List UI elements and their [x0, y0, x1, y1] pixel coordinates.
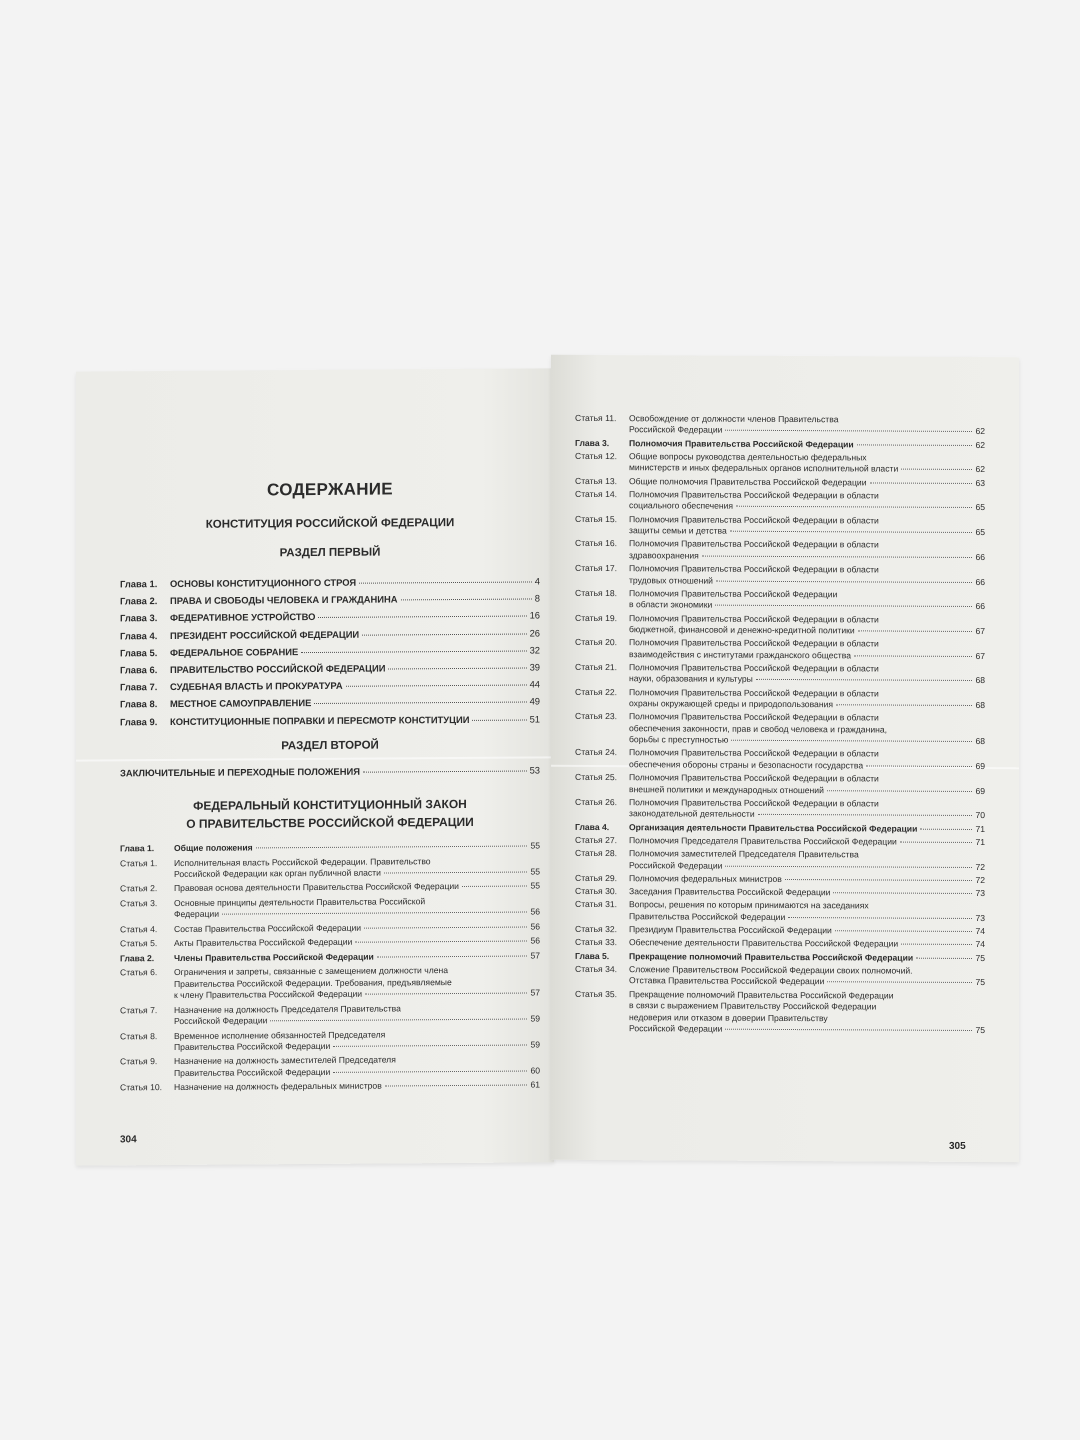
entry-text: Полномочия Правительства Российской Федерации в области — [629, 612, 879, 624]
page-ref: 62 — [975, 439, 985, 450]
entry-label: Статья 10. — [120, 1082, 163, 1093]
chapter-label: Глава 3. — [120, 612, 158, 624]
dot-leader — [756, 679, 973, 681]
entry-text: Полномочия Правительства Российской Федерации в области — [629, 563, 879, 575]
dot-leader — [318, 616, 526, 618]
page-ref: 8 — [534, 592, 540, 604]
entry-label: Статья 19. — [575, 612, 618, 623]
entry-text: Президиум Правительства Российской Федерации — [629, 924, 832, 936]
dot-leader — [359, 581, 532, 583]
page-ref: 32 — [529, 644, 540, 656]
section-two-title: РАЗДЕЛ ВТОРОЙ — [281, 739, 379, 753]
page-ref: 62 — [975, 426, 985, 437]
page-ref: 53 — [529, 764, 540, 776]
entry-text: здравоохранения — [629, 549, 699, 561]
dot-leader — [854, 655, 972, 657]
entry-label: Статья 22. — [575, 686, 618, 697]
entry-text: Полномочия Правительства Российской Федерации в области — [629, 489, 879, 501]
page-ref: 16 — [529, 609, 540, 621]
entry-text: Сложение Правительством Российской Федерации своих полномочий. — [629, 964, 913, 976]
article-entry — [575, 637, 985, 662]
page-ref: 69 — [975, 785, 985, 796]
article-entry — [575, 538, 985, 563]
entry-label: Статья 5. — [120, 938, 158, 949]
page-ref: 59 — [530, 1039, 540, 1050]
entry-label: Статья 25. — [575, 771, 618, 783]
page-ref: 56 — [530, 935, 540, 946]
dot-leader — [270, 1019, 527, 1022]
page-ref: 66 — [975, 601, 985, 612]
dot-leader — [314, 702, 526, 704]
entry-text: Организация деятельности Правительства Российской Федерации — [629, 821, 918, 834]
entry-text: Российской Федерации — [629, 424, 723, 436]
dot-leader — [301, 650, 526, 653]
chapter-entry — [120, 950, 540, 964]
entry-text: Российской Федерации — [629, 1023, 723, 1034]
entry-label: Статья 21. — [575, 661, 618, 673]
entry-label: Статья 31. — [575, 899, 618, 910]
entry-text: обеспечения законности, прав и свобод человека и гражданина, — [629, 722, 888, 735]
page-ref: 73 — [975, 912, 985, 923]
page-ref: 4 — [534, 575, 540, 587]
page-ref: 75 — [975, 952, 985, 963]
entry-text: охраны окружающей среды и природопользования — [629, 698, 834, 710]
entry-label: Статья 13. — [575, 475, 618, 486]
entry-text: Полномочия Правительства Российской Федерации в области — [629, 538, 879, 550]
page-number-left: 304 — [120, 1134, 137, 1146]
entry-text: Основные принципы деятельности Правительства Российской — [174, 896, 426, 908]
entry-label: Статья 35. — [575, 988, 618, 999]
chapter-label: Глава 6. — [120, 664, 158, 676]
entry-label: Глава 3. — [575, 437, 610, 448]
entry-text: Вопросы, решения по которым принимаются на заседаниях — [629, 899, 869, 911]
article-entry — [575, 848, 985, 873]
article-entry — [575, 747, 985, 772]
dot-leader — [916, 957, 972, 958]
page-ref: 75 — [975, 1024, 985, 1035]
chapter-row — [120, 696, 540, 715]
entry-text: взаимодействия с институтами гражданского общества — [629, 648, 851, 660]
page-ref: 56 — [530, 906, 540, 917]
entry-label: Статья 16. — [575, 538, 618, 549]
article-entry — [575, 612, 985, 637]
chapter-label: Глава 1. — [120, 578, 158, 590]
article-entry — [575, 772, 985, 797]
dot-leader — [900, 841, 973, 842]
page-ref: 49 — [529, 695, 540, 707]
entry-text: Общие вопросы руководства деятельностью федеральных — [629, 451, 867, 463]
dot-leader — [725, 1029, 972, 1031]
entry-text: Российской Федерации как орган публичной власти — [174, 867, 381, 879]
article-entry — [575, 686, 985, 711]
entry-text: Правительства Российской Федерации — [174, 1040, 331, 1052]
page-ref: 55 — [530, 866, 540, 877]
entry-label: Статья 14. — [575, 488, 618, 500]
article-entry — [575, 886, 985, 900]
entry-text: внешней политики и международных отношений — [629, 783, 824, 795]
chapter-label: Глава 5. — [120, 646, 158, 659]
left-page-content — [120, 368, 540, 1093]
entry-label: Статья 27. — [575, 834, 618, 845]
dot-leader — [866, 765, 972, 767]
page-ref: 39 — [529, 661, 540, 673]
dot-leader — [836, 704, 972, 706]
entry-text: борьбы с преступностью — [629, 734, 729, 745]
dot-leader — [333, 1070, 527, 1072]
entry-text: Акты Правительства Российской Федерации — [174, 937, 353, 949]
page-fold — [76, 756, 554, 761]
entry-text: Полномочия Правительства Российской Федерации в области — [629, 747, 879, 759]
dot-leader — [715, 605, 972, 607]
page-number-right: 305 — [949, 1140, 966, 1152]
entry-label: Статья 20. — [575, 637, 618, 648]
entry-text: Полномочия Правительства Российской Федерации в области — [629, 662, 879, 674]
chapter-row — [120, 575, 540, 594]
page-ref: 66 — [975, 551, 985, 562]
entry-text: защиты семьи и детства — [629, 525, 727, 536]
dot-leader — [362, 633, 526, 635]
chapter-label: Глава 2. — [120, 595, 158, 607]
dot-leader — [833, 892, 972, 894]
article-entry — [120, 936, 540, 950]
entry-text: Общие полномочия Правительства Российской Федерации — [629, 475, 867, 488]
chapter-row — [120, 661, 540, 680]
dot-leader — [730, 531, 973, 533]
page-ref: 44 — [529, 678, 540, 690]
page-ref: 56 — [530, 921, 540, 932]
entry-text: Полномочия Председателя Правительства Российской Федерации — [629, 834, 897, 847]
entry-label: Статья 23. — [575, 711, 618, 722]
page-ref: 74 — [975, 939, 985, 950]
dot-leader — [472, 719, 526, 720]
article-entry — [575, 899, 985, 924]
entry-label: Статья 9. — [120, 1056, 158, 1067]
entry-label: Статья 7. — [120, 1004, 158, 1015]
entry-text: Полномочия Правительства Российской Федерации — [629, 437, 854, 450]
chapter-title: ПРАВА И СВОБОДЫ ЧЕЛОВЕКА И ГРАЖДАНИНА — [170, 593, 398, 607]
entry-label: Статья 11. — [575, 412, 617, 424]
chapter-row — [120, 644, 540, 663]
entry-text: трудовых отношений — [629, 574, 713, 586]
law-title-line-1: ФЕДЕРАЛЬНЫЙ КОНСТИТУЦИОННЫЙ ЗАКОН — [193, 796, 467, 813]
entry-text: обеспечения обороны страны и безопасности государства — [629, 758, 864, 771]
dot-leader — [364, 926, 527, 928]
article-entry — [575, 711, 985, 747]
entry-text: недоверия или отказом в доверии Правительству — [629, 1011, 828, 1023]
page-ref: 71 — [975, 823, 985, 834]
article-entry — [575, 588, 985, 613]
chapter-title: КОНСТИТУЦИОННЫЕ ПОПРАВКИ И ПЕРЕСМОТР КОНСТИТУЦИИ — [170, 713, 470, 727]
entry-text: Назначение на должность заместителей Председателя — [174, 1054, 396, 1067]
page-ref: 55 — [530, 840, 540, 851]
article-entry — [575, 489, 985, 514]
page-ref: 65 — [975, 502, 985, 513]
entry-label: Глава 4. — [575, 821, 610, 832]
article-entry — [575, 797, 985, 822]
law-title-line-2: О ПРАВИТЕЛЬСТВЕ РОССИЙСКОЙ ФЕДЕРАЦИИ — [186, 814, 474, 831]
entry-text: министерств и иных федеральных органов исполнительной власти — [629, 462, 899, 474]
article-entry — [575, 873, 985, 887]
entry-text: Обеспечение деятельности Правительства Российской Федерации — [629, 937, 899, 949]
entry-text: Ограничения и запреты, связанные с замещением должности члена — [174, 965, 449, 978]
entry-text: Российской Федерации — [629, 859, 723, 871]
entry-label: Статья 1. — [120, 857, 158, 868]
dot-leader — [725, 865, 972, 867]
dot-leader — [870, 482, 973, 484]
entry-text: Полномочия Правительства Российской Федерации в области — [629, 796, 879, 809]
chapter-row — [120, 627, 540, 646]
dot-leader — [385, 1085, 528, 1087]
page-ref: 67 — [975, 650, 985, 661]
article-entry — [120, 1002, 540, 1028]
article-entry — [120, 965, 540, 1002]
entry-text: Общие положения — [174, 842, 253, 853]
entry-text: Полномочия Правительства Российской Федерации в области — [629, 711, 879, 723]
entry-text: Правительства Российской Федерации — [174, 1066, 331, 1078]
dot-leader — [785, 879, 973, 881]
chapter-title: ПРЕЗИДЕНТ РОССИЙСКОЙ ФЕДЕРАЦИИ — [170, 628, 360, 641]
dot-leader — [702, 555, 973, 557]
entry-label: Статья 8. — [120, 1030, 158, 1041]
chapter-title: ФЕДЕРАЛЬНОЕ СОБРАНИЕ — [170, 645, 299, 658]
constitution-title: КОНСТИТУЦИЯ РОССИЙСКОЙ ФЕДЕРАЦИИ — [205, 517, 455, 531]
article-entry — [575, 964, 985, 989]
chapter-label: Глава 8. — [120, 698, 158, 710]
chapter-title: МЕСТНОЕ САМОУПРАВЛЕНИЕ — [170, 697, 312, 710]
page-ref: 57 — [530, 950, 540, 961]
entry-label: Статья 26. — [575, 796, 618, 807]
entry-text: социального обеспечения — [629, 500, 734, 512]
entry-text: Назначение на должность федеральных министров — [174, 1080, 382, 1093]
page-ref: 72 — [975, 874, 985, 885]
dot-leader — [365, 993, 527, 995]
chapter-entry — [575, 438, 985, 452]
chapter-label: Глава 7. — [120, 681, 158, 693]
article-entry — [120, 921, 540, 935]
chapter-label: Глава 4. — [120, 629, 158, 641]
dot-leader — [901, 469, 972, 470]
article-entry — [575, 413, 985, 438]
entry-text: Освобождение от должности членов Правительства — [629, 413, 839, 425]
section-one-title: РАЗДЕЛ ПЕРВЫЙ — [279, 546, 381, 560]
chapter-title: ОСНОВЫ КОНСТИТУЦИОННОГО СТРОЯ — [170, 576, 357, 590]
chapter-title: СУДЕБНАЯ ВЛАСТЬ И ПРОКУРАТУРА — [170, 679, 343, 693]
entry-text: Федерации — [174, 908, 219, 920]
dot-leader — [901, 944, 972, 945]
dot-leader — [355, 941, 527, 943]
page-ref: 74 — [975, 926, 985, 937]
article-entry — [575, 937, 985, 951]
dot-leader — [256, 846, 528, 849]
entry-label: Статья 30. — [575, 885, 618, 897]
page-ref: 66 — [975, 576, 985, 587]
chapter-row — [120, 713, 540, 732]
chapter-entry — [575, 951, 985, 965]
final-provisions-row — [120, 764, 540, 783]
page-ref: 72 — [975, 861, 985, 872]
chapter-title: ФЕДЕРАТИВНОЕ УСТРОЙСТВО — [170, 611, 316, 624]
page-ref: 60 — [530, 1065, 540, 1076]
chapter-row — [120, 593, 540, 612]
page-ref: 59 — [530, 1013, 540, 1024]
dot-leader — [758, 814, 973, 816]
page-ref: 68 — [975, 699, 985, 711]
entry-label: Статья 24. — [575, 747, 618, 758]
page-ref: 73 — [975, 888, 985, 899]
entry-text: Отставка Правительства Российской Федерации — [629, 975, 825, 987]
chapter-row — [120, 679, 540, 698]
dot-leader — [725, 430, 972, 432]
entry-text: в области экономики — [629, 599, 713, 610]
article-entry — [120, 1054, 540, 1080]
entry-label: Статья 2. — [120, 883, 158, 894]
entry-text: Прекращение полномочий Правительства Российской Федерации — [629, 988, 894, 1001]
entry-text: Полномочия федеральных министров — [629, 872, 782, 884]
entry-text: Исполнительная власть Российской Федерации. Правительство — [174, 855, 431, 868]
entry-label: Статья 3. — [120, 897, 158, 909]
dot-leader — [827, 790, 973, 792]
dot-leader — [384, 871, 528, 873]
article-entry — [575, 563, 985, 588]
dot-leader — [716, 580, 973, 582]
dot-leader — [377, 955, 528, 957]
dot-leader — [736, 506, 972, 508]
chapter-title: ПРАВИТЕЛЬСТВО РОССИЙСКОЙ ФЕДЕРАЦИИ — [170, 662, 386, 676]
dot-leader — [462, 886, 527, 887]
article-entry — [120, 881, 540, 895]
left-page — [76, 368, 554, 1165]
dot-leader — [731, 740, 972, 742]
article-entry — [575, 451, 985, 476]
entry-text: Прекращение полномочий Правительства Российской Федерации — [629, 950, 914, 963]
entry-label: Глава 5. — [575, 950, 610, 961]
entry-label: Статья 28. — [575, 847, 618, 859]
chapter-label: Глава 9. — [120, 715, 158, 727]
entry-text: Правительства Российской Федерации. Требования, предъявляемые — [174, 976, 452, 989]
entry-label: Статья 4. — [120, 923, 158, 935]
page-ref: 55 — [530, 880, 540, 891]
page-ref: 65 — [975, 527, 985, 538]
article-entry — [120, 895, 540, 921]
entry-text: Полномочия Правительства Российской Федерации в области — [629, 686, 879, 699]
article-entry — [120, 1028, 540, 1054]
entry-text: Заседания Правительства Российской Федерации — [629, 886, 831, 898]
entry-label: Статья 18. — [575, 587, 618, 598]
dot-leader — [333, 1044, 527, 1046]
dot-leader — [857, 444, 973, 446]
entry-text: Правительства Российской Федерации — [629, 910, 786, 922]
entry-label: Статья 34. — [575, 963, 618, 975]
entry-text: законодательной деятельности — [629, 808, 755, 820]
entry-text: Назначение на должность Председателя Правительства — [174, 1002, 401, 1015]
chapter-entry — [120, 840, 540, 854]
article-entry — [120, 1080, 540, 1094]
article-entry — [575, 514, 985, 539]
page-ref: 26 — [529, 627, 540, 639]
page-ref: 71 — [975, 836, 985, 847]
page-ref: 63 — [975, 477, 985, 488]
entry-text: Российской Федерации — [174, 1015, 268, 1026]
chapter-row — [120, 610, 540, 629]
entry-text: в связи с выражением Правительству Российской Федерации — [629, 1000, 877, 1012]
article-entry — [575, 835, 985, 849]
page-ref: 67 — [975, 625, 985, 636]
article-entry — [120, 855, 540, 881]
dot-leader — [827, 982, 972, 984]
page-ref: 68 — [975, 736, 985, 747]
entry-text: Полномочия Правительства Российской Федерации — [629, 587, 838, 600]
page-ref: 69 — [975, 760, 985, 771]
article-entry — [575, 662, 985, 687]
chapter-entry — [575, 821, 985, 835]
entry-text: Члены Правительства Российской Федерации — [174, 951, 374, 963]
dot-leader — [346, 685, 527, 687]
entry-text: Полномочия Правительства Российской Федерации в области — [629, 637, 879, 649]
dot-leader — [222, 912, 527, 915]
page-ref: 70 — [975, 810, 985, 821]
entry-text: бюджетной, финансовой и денежно-кредитной политики — [629, 624, 855, 636]
page-ref: 62 — [975, 464, 985, 475]
article-entry — [575, 476, 985, 490]
contents-title: СОДЕРЖАНИЕ — [267, 479, 393, 500]
article-entry — [575, 989, 985, 1037]
final-provisions-title: ЗАКЛЮЧИТЕЛЬНЫЕ И ПЕРЕХОДНЫЕ ПОЛОЖЕНИЯ — [120, 765, 360, 779]
entry-label: Глава 1. — [120, 843, 155, 854]
entry-text: Полномочия Правительства Российской Федерации в области — [629, 513, 879, 526]
dot-leader — [788, 917, 972, 919]
page-ref: 68 — [975, 675, 985, 686]
entry-text: Состав Правительства Российской Федерации — [174, 922, 362, 934]
article-entry — [575, 924, 985, 938]
entry-text: Правовая основа деятельности Правительства Российской Федерации — [174, 881, 459, 894]
dot-leader — [920, 828, 972, 829]
entry-label: Статья 15. — [575, 513, 618, 524]
entry-label: Статья 6. — [120, 967, 158, 978]
entry-label: Статья 12. — [575, 450, 618, 462]
dot-leader — [858, 630, 973, 632]
entry-label: Глава 2. — [120, 952, 155, 964]
entry-text: к члену Правительства Российской Федерации — [174, 988, 363, 1001]
page-ref: 75 — [975, 977, 985, 988]
entry-label: Статья 17. — [575, 562, 618, 574]
page-ref: 51 — [529, 713, 540, 725]
law-entry-list — [575, 355, 985, 1035]
entry-text: Полномочия Правительства Российской Федерации в области — [629, 772, 879, 784]
entry-text: науки, образования и культуры — [629, 673, 753, 685]
entry-text: Временное исполнение обязанностей Председателя — [174, 1029, 386, 1041]
entry-label: Статья 29. — [575, 872, 618, 883]
dot-leader — [388, 668, 526, 670]
page-ref: 61 — [530, 1079, 540, 1090]
dot-leader — [363, 771, 527, 773]
dot-leader — [835, 930, 973, 932]
right-page-content — [575, 355, 985, 1035]
right-page — [551, 355, 1019, 1162]
page-ref: 57 — [530, 987, 540, 998]
entry-text: Полномочия заместителей Председателя Правительства — [629, 848, 859, 860]
entry-label: Статья 33. — [575, 937, 618, 948]
dot-leader — [401, 599, 532, 601]
entry-label: Статья 32. — [575, 923, 618, 935]
